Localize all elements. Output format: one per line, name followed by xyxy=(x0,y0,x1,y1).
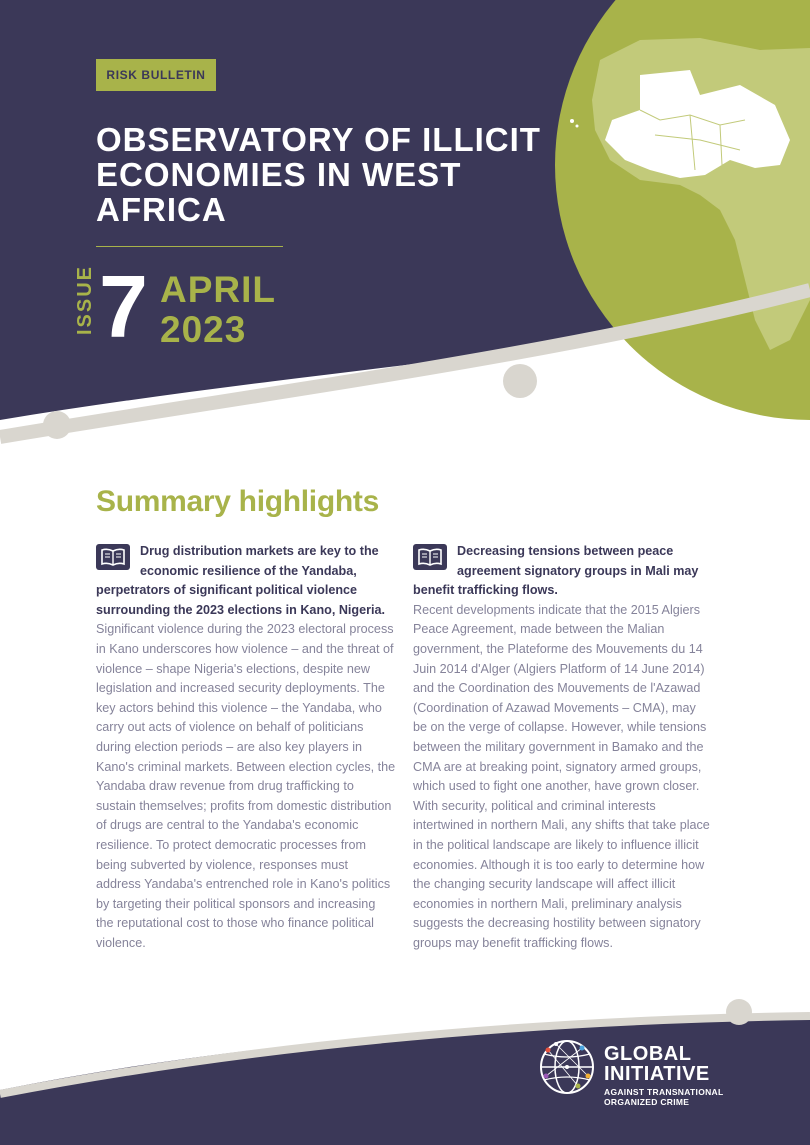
summary-item-lead: Drug distribution markets are key to the economic resilience of the Yandaba, perpetrators of significant political violence surrounding the 2023 elections in Kano, Nigeria. xyxy=(96,544,386,617)
issue-label: ISSUE xyxy=(74,264,96,335)
arc-node-middle xyxy=(503,364,537,398)
summary-item-lead: Decreasing tensions between peace agreement signatory groups in Mali may benefit trafficking flows. xyxy=(413,544,699,598)
page-title: OBSERVATORY OF ILLICIT ECONOMIES IN WEST AFRICA xyxy=(96,121,541,228)
footer-arc-node xyxy=(726,999,752,1025)
logo-wordmark xyxy=(604,1044,710,1084)
logo-sub2: ORGANIZED CRIME xyxy=(604,1097,690,1107)
logo-tagline xyxy=(604,1087,723,1107)
logo-line1: GLOBAL xyxy=(604,1043,692,1065)
global-initiative-logo xyxy=(538,1038,758,1118)
globe-graphic xyxy=(555,0,810,420)
issue-date xyxy=(160,270,276,350)
arc-node-left xyxy=(43,411,71,439)
book-icon xyxy=(96,544,130,570)
summary-item-body: Significant violence during the 2023 electoral process in Kano underscores how violence – and the threat of violence – shape Nigeria's elections, despite new legislation and increased security deployments. The key actors behind this violence – the Yandaba, who carry out acts of violence on behalf of politicians during election periods – are also key players in Kano's criminal markets. Between election cycles, the Yandaba draw revenue from drug trafficking to sustain themselves; profits from domestic distribution of drugs are central to the Yandaba's economic resilience. To protect democratic processes from being subverted by violence, responses must address Yandaba's entrenched role in Kano's politics by targeting their political sponsors and increasing the reputational cost to those who finance political violence. xyxy=(96,622,396,950)
title-divider xyxy=(96,246,283,247)
summary-item-mali xyxy=(413,542,713,953)
summary-item-body: Recent developments indicate that the 2015 Algiers Peace Agreement, made between the Malian government, the Plateforme des Mouvements du 14 Juin 2014 d'Alger (Algiers Platform of 14 June 2014) and the Coordination des Mouvements de l'Azawad (Coordination of Azawad Movements – CMA), may be on the verge of collapse. However, while tensions between the military government in Bamako and the CMA are at breaking point, signatory armed groups, which used to fight one another, have grown closer. With security, political and criminal interests intertwined in northern Mali, any shifts that take place in the political landscape are likely to influence illicit economies. Although it is too early to determine how the changing security landscape will affect illicit economies in northern Mali, preliminary analysis suggests the decreasing hostility between signatory groups may benefit trafficking flows. xyxy=(413,602,710,950)
logo-line2: INITIATIVE xyxy=(604,1063,710,1085)
logo-sub1: AGAINST TRANSNATIONAL xyxy=(604,1087,724,1097)
summary-heading: Summary highlights xyxy=(96,485,379,518)
globe-network-icon xyxy=(538,1038,596,1096)
issue-month: APRIL xyxy=(160,269,276,310)
risk-bulletin-badge: RISK BULLETIN xyxy=(96,59,216,91)
book-icon xyxy=(413,544,447,570)
issue-number: 7 xyxy=(99,257,148,356)
summary-item-yandaba xyxy=(96,542,396,953)
issue-year: 2023 xyxy=(160,309,247,350)
